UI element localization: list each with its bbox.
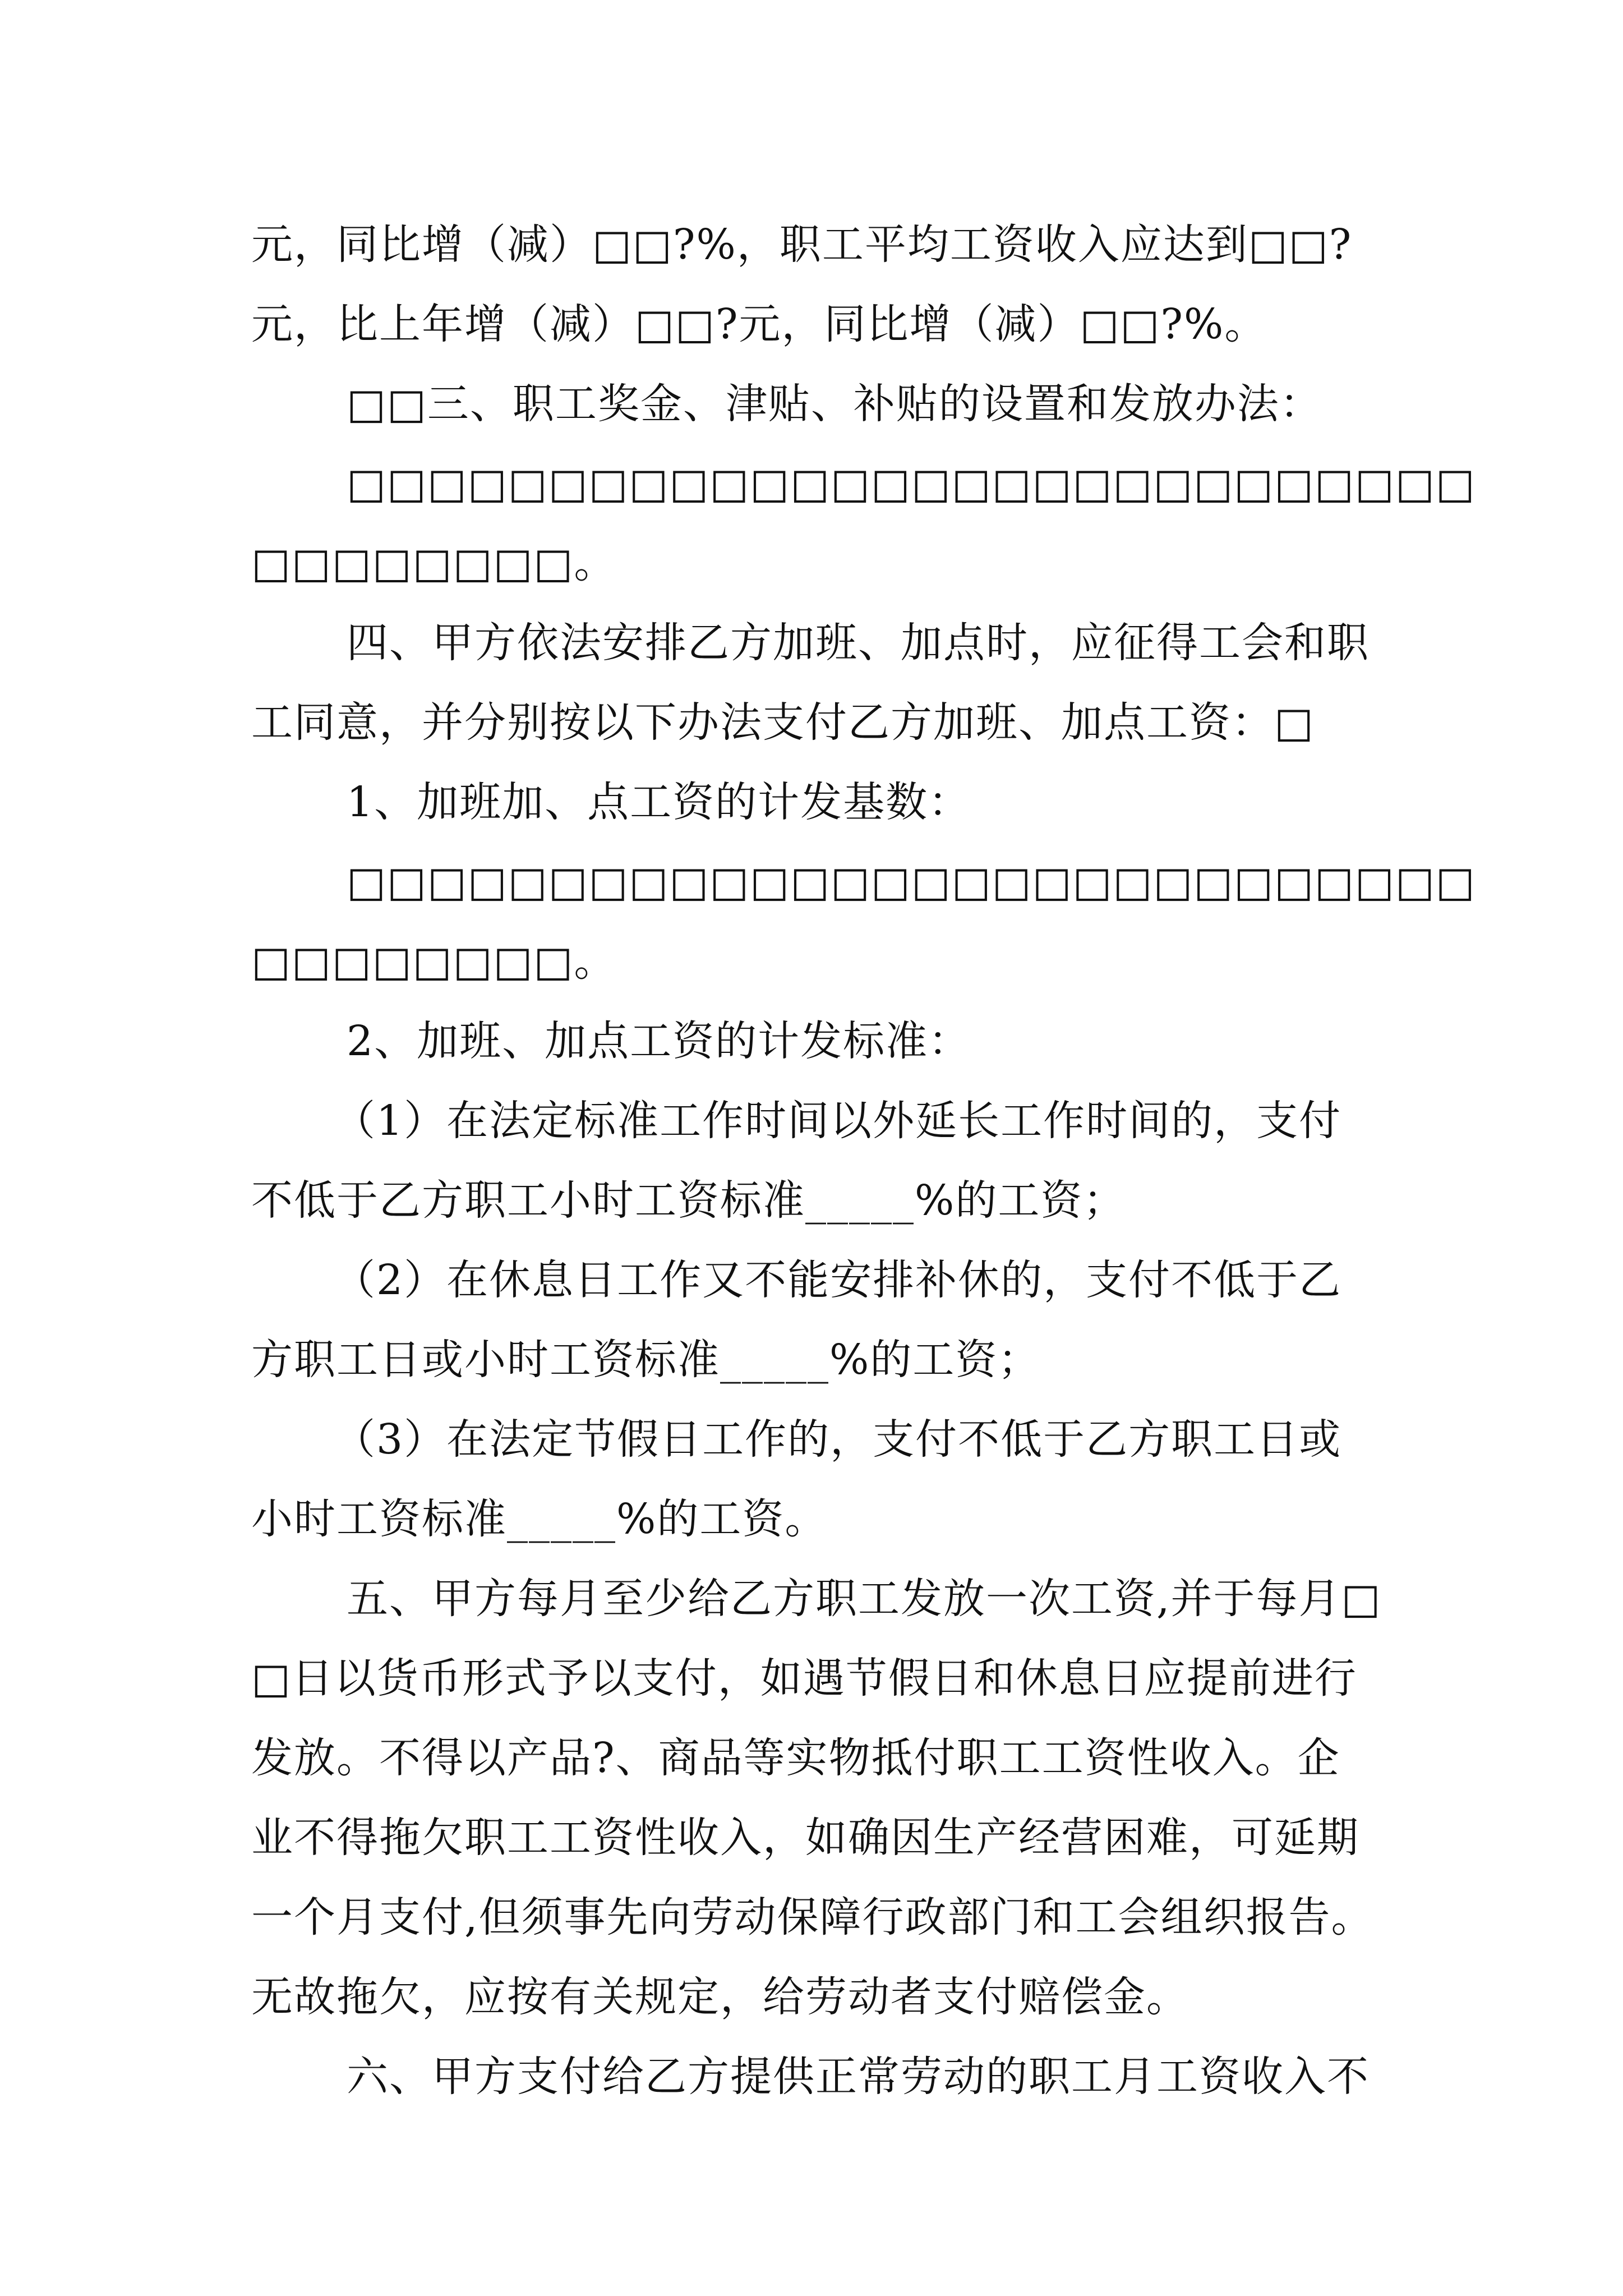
text-line-2: 元，比上年增（减）□□?元，同比增（减）□□?%。 [251, 300, 1267, 348]
text-line-21: 业不得拖欠职工工资性收入，如确因生产经营困难，可延期 [251, 1814, 1359, 1862]
item-1-line-2: 不低于乙方职工小时工资标准_____%的工资； [251, 1176, 1126, 1225]
text-line-4: □□□□□□□□□□□□□□□□□□□□□□□□□□□□ [347, 459, 1476, 508]
item-2-line-2: 方职工日或小时工资标准_____%的工资； [251, 1336, 1041, 1384]
text-line-23: 无故拖欠，应按有关规定，给劳动者支付赔偿金。 [251, 1973, 1189, 2021]
item-3-line-2: 小时工资标准_____%的工资。 [251, 1495, 828, 1543]
section-heading-3: □□三、职工奖金、津贴、补贴的设置和发放办法： [347, 380, 1322, 428]
text-line-22: 一个月支付,但须事先向劳动保障行政部门和工会组织报告。 [251, 1893, 1374, 1941]
item-1-line-1: （1）在法定标准工作时间以外延长工作时间的，支付 [334, 1097, 1342, 1145]
item-3-line-1: （3）在法定节假日工作的，支付不低于乙方职工日或 [334, 1415, 1342, 1464]
section-heading-5: 五、甲方每月至少给乙方职工发放一次工资,并于每月□ [347, 1575, 1382, 1623]
text-line-20: 发放。不得以产品?、商品等实物抵付职工工资性收入。企 [251, 1734, 1340, 1782]
section-heading-4: 四、甲方依法安排乙方加班、加点时，应征得工会和职 [347, 619, 1370, 667]
text-line-7: 工同意，并分别按以下办法支付乙方加班、加点工资：□ [251, 698, 1315, 747]
item-2-line-1: （2）在休息日工作又不能安排补休的，支付不低于乙 [334, 1256, 1342, 1304]
text-line-19: □日以货币形式予以支付，如遇节假日和休息日应提前进行 [251, 1654, 1357, 1703]
section-heading-6: 六、甲方支付给乙方提供正常劳动的职工月工资收入不 [347, 2053, 1370, 2101]
subheading-2: 2、加班、加点工资的计发标准： [347, 1017, 971, 1065]
text-line-1: 元，同比增（减）□□?%，职工平均工资收入应达到□□? [251, 220, 1353, 269]
text-line-5: □□□□□□□□。 [251, 539, 617, 587]
text-line-10: □□□□□□□□。 [251, 937, 617, 986]
subheading-1: 1、加班加、点工资的计发基数： [347, 778, 971, 826]
text-line-9: □□□□□□□□□□□□□□□□□□□□□□□□□□□□ [347, 858, 1476, 906]
